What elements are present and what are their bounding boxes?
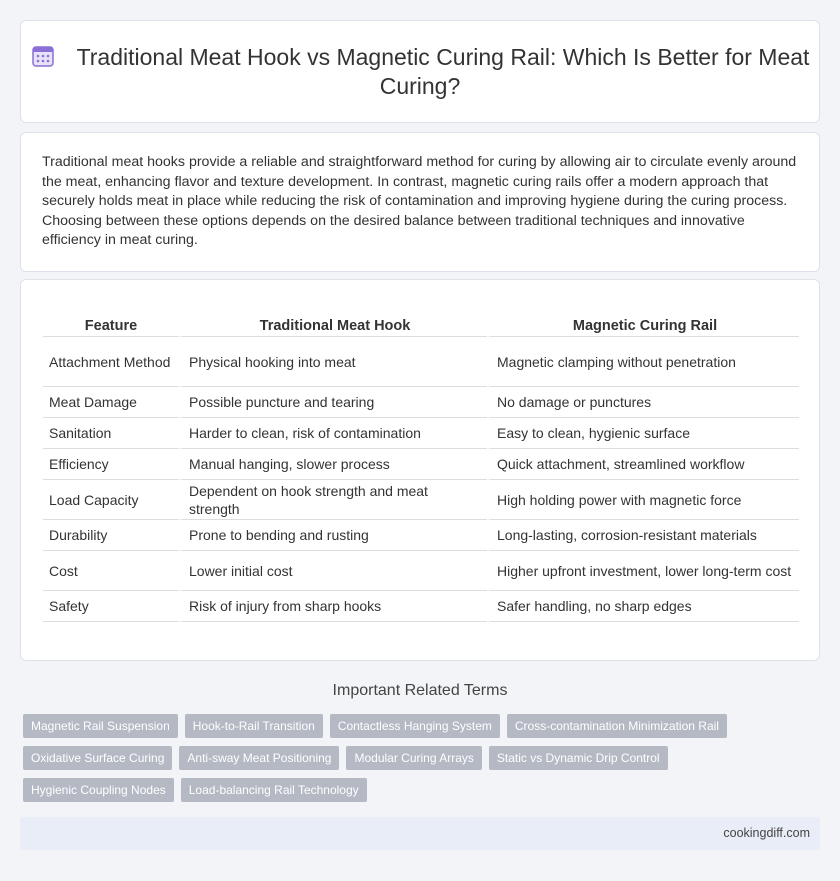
hook-cell: Manual hanging, slower process bbox=[179, 449, 487, 480]
comparison-card bbox=[20, 279, 820, 661]
rail-cell: Quick attachment, streamlined workflow bbox=[487, 449, 799, 480]
feature-cell: Safety bbox=[43, 591, 179, 622]
calendar-icon bbox=[31, 44, 55, 68]
tag-cross-contamination-minimization-rail[interactable]: Cross-contamination Minimization Rail bbox=[507, 714, 727, 738]
table-header-row bbox=[43, 315, 799, 337]
hook-cell: Risk of injury from sharp hooks bbox=[179, 591, 487, 622]
feature-cell: Attachment Method bbox=[43, 337, 179, 387]
table-row bbox=[43, 387, 799, 418]
feature-cell: Efficiency bbox=[43, 449, 179, 480]
rail-cell: Safer handling, no sharp edges bbox=[487, 591, 799, 622]
tag-hook-to-rail-transition[interactable]: Hook-to-Rail Transition bbox=[185, 714, 323, 738]
rail-cell: High holding power with magnetic force bbox=[487, 480, 799, 520]
rail-cell: No damage or punctures bbox=[487, 387, 799, 418]
rail-cell: Higher upfront investment, lower long-term cost bbox=[487, 551, 799, 591]
header-feature: Feature bbox=[43, 315, 179, 337]
table-row bbox=[43, 480, 799, 520]
page-title: Traditional Meat Hook vs Magnetic Curing Rail: Which Is Better for Meat Curing? bbox=[76, 44, 810, 99]
feature-cell: Load Capacity bbox=[43, 480, 179, 520]
table-row bbox=[43, 520, 799, 551]
intro-paragraph: Traditional meat hooks provide a reliable and straightforward method for curing by allowing air to circulate evenly around the meat, enhancing flavor and texture development. In contrast, magnetic curing rails offer a modern approach that securely holds meat in place while reducing the risk of contamination and improving hygiene during the curing process. Choosing between these options depends on the desired balance between traditional techniques and innovative efficiency in meat curing. bbox=[42, 154, 797, 249]
tag-row bbox=[23, 714, 783, 738]
tag-static-vs-dynamic-drip-control[interactable]: Static vs Dynamic Drip Control bbox=[489, 746, 668, 770]
table-row bbox=[43, 551, 799, 591]
related-terms-title: Important Related Terms bbox=[332, 682, 508, 699]
feature-cell: Durability bbox=[43, 520, 179, 551]
hook-cell: Dependent on hook strength and meat strength bbox=[179, 480, 487, 520]
hook-cell: Possible puncture and tearing bbox=[179, 387, 487, 418]
tag-row bbox=[23, 746, 783, 770]
tag-anti-sway-meat-positioning[interactable]: Anti-sway Meat Positioning bbox=[179, 746, 339, 770]
rail-cell: Long-lasting, corrosion-resistant materials bbox=[487, 520, 799, 551]
tag-modular-curing-arrays[interactable]: Modular Curing Arrays bbox=[346, 746, 481, 770]
intro-card bbox=[20, 132, 820, 272]
table-row bbox=[43, 337, 799, 387]
title-card bbox=[20, 20, 820, 123]
header-magnetic-curing-rail: Magnetic Curing Rail bbox=[487, 315, 799, 337]
tag-contactless-hanging-system[interactable]: Contactless Hanging System bbox=[330, 714, 500, 738]
related-terms-tags bbox=[23, 714, 783, 810]
rail-cell: Easy to clean, hygienic surface bbox=[487, 418, 799, 449]
tag-load-balancing-rail-technology[interactable]: Load-balancing Rail Technology bbox=[181, 778, 367, 802]
footer bbox=[20, 817, 820, 850]
table-row bbox=[43, 591, 799, 622]
tag-row bbox=[23, 778, 783, 802]
hook-cell: Harder to clean, risk of contamination bbox=[179, 418, 487, 449]
hook-cell: Prone to bending and rusting bbox=[179, 520, 487, 551]
feature-cell: Cost bbox=[43, 551, 179, 591]
footer-site-link[interactable]: cookingdiff.com bbox=[723, 826, 810, 840]
comparison-table bbox=[43, 315, 799, 622]
tag-hygienic-coupling-nodes[interactable]: Hygienic Coupling Nodes bbox=[23, 778, 174, 802]
table-row bbox=[43, 418, 799, 449]
tag-magnetic-rail-suspension[interactable]: Magnetic Rail Suspension bbox=[23, 714, 178, 738]
feature-cell: Meat Damage bbox=[43, 387, 179, 418]
hook-cell: Lower initial cost bbox=[179, 551, 487, 591]
header-traditional-meat-hook: Traditional Meat Hook bbox=[179, 315, 487, 337]
hook-cell: Physical hooking into meat bbox=[179, 337, 487, 387]
table-row bbox=[43, 449, 799, 480]
page-title-wrap bbox=[21, 43, 819, 101]
rail-cell: Magnetic clamping without penetration bbox=[487, 337, 799, 387]
feature-cell: Sanitation bbox=[43, 418, 179, 449]
tag-oxidative-surface-curing[interactable]: Oxidative Surface Curing bbox=[23, 746, 172, 770]
